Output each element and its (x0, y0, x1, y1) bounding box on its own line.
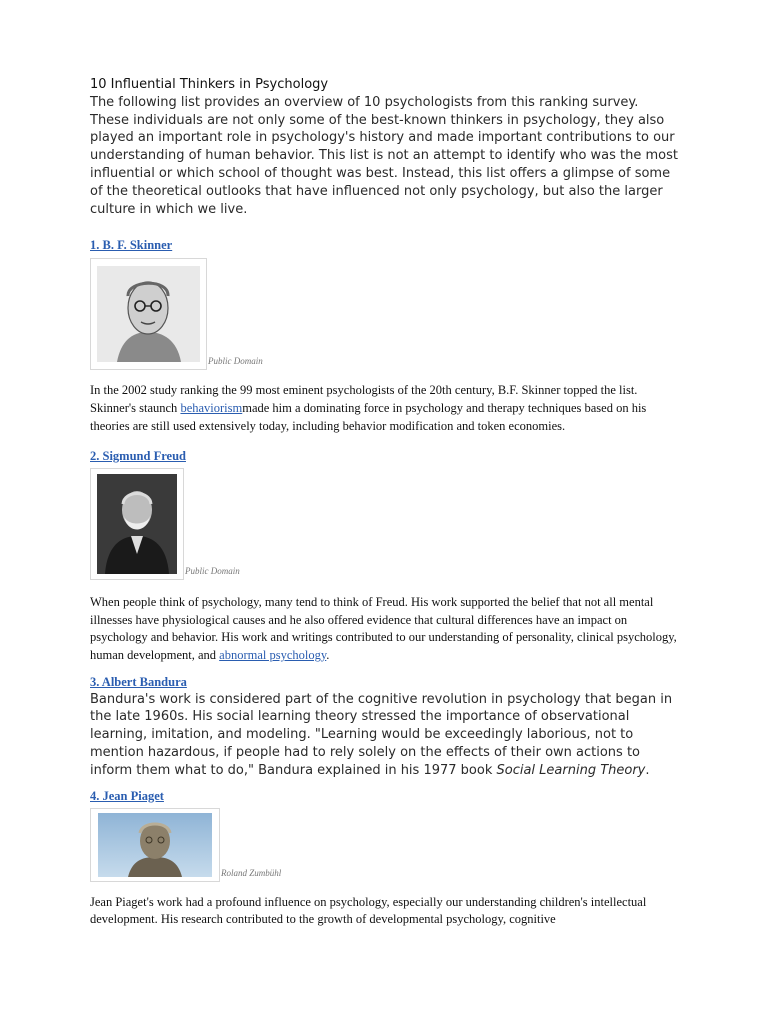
abnormal-psychology-link[interactable]: abnormal psychology (219, 647, 327, 662)
paragraph-text: . (326, 647, 330, 662)
heading-piaget-link[interactable]: 4. Jean Piaget (90, 788, 164, 803)
heading-freud-link[interactable]: 2. Sigmund Freud (90, 449, 186, 464)
section-freud (90, 447, 680, 664)
paragraph-bandura (90, 691, 680, 780)
behaviorism-link[interactable]: behaviorism (180, 400, 243, 415)
section-piaget (90, 787, 680, 929)
article (90, 76, 680, 929)
paragraph-text: In the 2002 study ranking the 99 most eminent psychologists of the 20th century, B.F. Skinner topped the list. Skinner's staunch (90, 383, 638, 415)
paragraph-skinner (90, 382, 680, 435)
heading-bandura-link[interactable]: 3. Albert Bandura (90, 674, 187, 689)
paragraph-text: When people think of psychology, many tend to think of Freud. His work supported the belief that not all mental illnesses have physiological causes and he also offered evidence that cultural differences have an impact on psychology and behavior. His work and writings contributed to our understanding of personality, clinical psychology, human development, and (90, 595, 677, 662)
paragraph-freud (90, 594, 680, 664)
paragraph-piaget: Jean Piaget's work had a profound influence on psychology, especially our understanding children's intellectual development. His research contributed to the growth of developmental psychology, cognitive (90, 894, 647, 927)
paragraph-text: made him a dominating force in psychology and therapy techniques based on his theories are still used extensively today, including behavior modification and token economies. (90, 400, 647, 433)
photo-credit-skinner: Public Domain (208, 356, 263, 367)
paragraph-text: . (645, 762, 650, 778)
book-title: Social Learning Theory (496, 762, 646, 778)
heading-skinner-link[interactable]: 1. B. F. Skinner (90, 238, 173, 253)
freud-portrait-image (97, 474, 177, 574)
photo-frame-piaget (90, 808, 220, 882)
skinner-portrait-image (97, 266, 200, 362)
photo-frame-freud (90, 468, 184, 580)
photo-frame-skinner (90, 258, 207, 370)
section-bandura (90, 673, 680, 780)
figure-piaget (90, 808, 680, 882)
figure-skinner (90, 258, 680, 370)
paragraph-text: Bandura's work is considered part of the cognitive revolution in psychology that began in the late 1960s. His social learning theory stressed the importance of observational learning, imitation, and modeling. "Learning would be exceedingly laborious, not to mention hazardous, if people had to rely solely on the effects of their own actions to inform them what to do," Bandura explained in his 1977 book (90, 691, 673, 778)
intro-paragraph: The following list provides an overview of 10 psychologists from this ranking survey. These individuals are not only some of the best-known thinkers in psychology, they also played an important role in psychology's history and made important contributions to our understanding of human behavior. This list is not an attempt to identify who was the most influential or which school of thought was best. Instead, this list offers a glimpse of some of the theoretical outlooks that have influenced not only psychology, but also the larger culture in which we live. (90, 94, 678, 217)
article-title: 10 Influential Thinkers in Psychology (90, 77, 329, 92)
section-skinner (90, 236, 680, 435)
photo-credit-piaget: Roland Zumbühl (221, 867, 282, 878)
piaget-statue-image (98, 813, 212, 877)
figure-freud (90, 468, 680, 580)
photo-credit-freud: Public Domain (185, 566, 240, 577)
